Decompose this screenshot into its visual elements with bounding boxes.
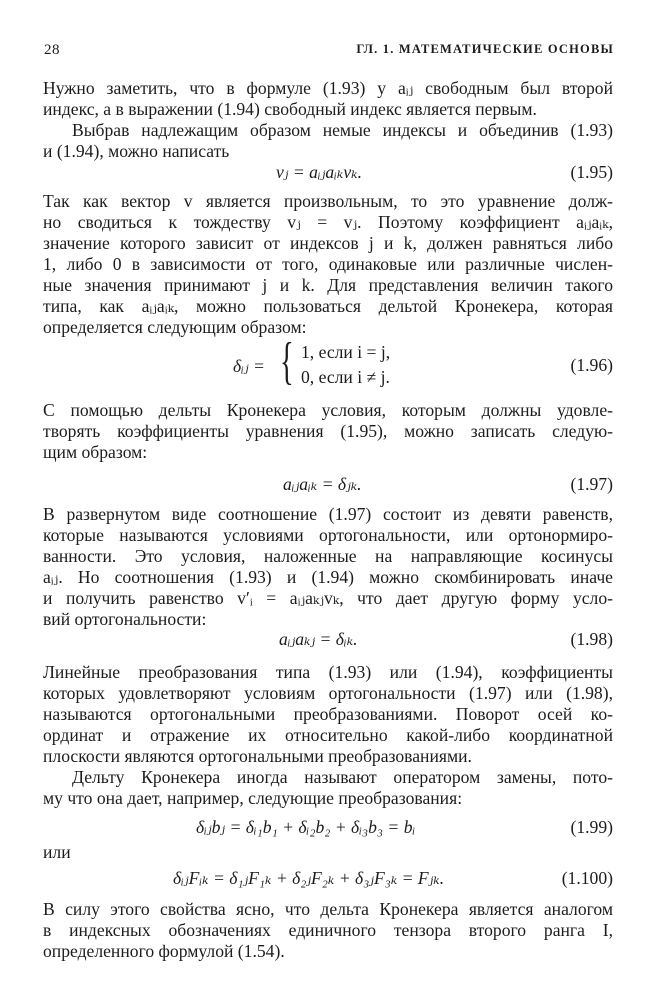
text-line: aᵢⱼ. Но соотношения (1.93) и (1.94) можно скомбинировать иначе — [43, 567, 613, 587]
text-line: ные значения принимают j и k. Для представления величин такого — [43, 275, 613, 295]
equation-number: (1.97) — [570, 474, 613, 494]
text-line: или — [43, 842, 71, 862]
equation-formula: aᵢⱼaₖⱼ = δᵢₖ. — [279, 629, 358, 649]
text-line: типа, как aᵢⱼaᵢₖ, можно пользоваться дельтой Кронекера, которая — [43, 296, 613, 316]
text-line: Так как вектор v является произвольным, то это уравнение долж- — [43, 191, 613, 211]
text-line: В силу этого свойства ясно, что дельта Кронекера является аналогом — [43, 899, 613, 919]
equation-number: (1.98) — [570, 629, 613, 649]
text-line: ванности. Это условия, наложенные на направляющие косинусы — [43, 546, 613, 566]
equation-number: (1.99) — [570, 817, 613, 837]
text-line: щим образом: — [43, 442, 148, 462]
text-line: ординат и отражение их относительно какой-либо координатной — [43, 725, 613, 745]
equation-1-98 — [43, 627, 613, 651]
text-line: Линейные преобразования типа (1.93) или (1.94), коэффициенты — [43, 662, 613, 682]
text-line: творять коэффициенты уравнения (1.95), можно записать следую- — [43, 421, 613, 441]
equation-1-97 — [43, 472, 613, 496]
text-line: определенного формулой (1.54). — [43, 941, 285, 961]
text-line: Нужно заметить, что в формуле (1.93) у aᵢⱼ свободным был второй — [43, 78, 613, 98]
text-line: индекс, а в выражении (1.94) свободный индекс является первым. — [43, 99, 537, 119]
text-line: которых удовлетворяют условиям ортогональности (1.97) или (1.98), — [43, 683, 613, 703]
text-line: значение которого зависит от индексов j и k, должен равняться либо — [43, 233, 613, 253]
equation-1-96 — [43, 333, 613, 390]
curly-brace: { — [280, 333, 294, 390]
equation-1-99 — [43, 815, 613, 839]
text-line: Дельту Кронекера иногда называют оператором замены, пото- — [72, 767, 613, 787]
text-line: В развернутом виде соотношение (1.97) состоит из девяти равенств, — [43, 504, 613, 524]
text-line: определяется следующим образом: — [43, 317, 307, 337]
text-line: плоскости являются ортогональными преобразованиями. — [43, 746, 472, 766]
text-line: вий ортогональности: — [43, 609, 207, 629]
equation-1-100 — [43, 866, 613, 890]
text-line: Выбрав надлежащим образом немые индексы и объединив (1.93) — [72, 120, 613, 140]
text-line: 1, либо 0 в зависимости от того, одинаковые или различные числен- — [43, 254, 613, 274]
running-title: ГЛ. 1. МАТЕМАТИЧЕСКИЕ ОСНОВЫ — [356, 42, 614, 56]
equation-number: (1.96) — [570, 355, 613, 375]
text-line: С помощью дельты Кронекера условия, которым должны удовле- — [43, 400, 613, 420]
page-number: 28 — [44, 42, 60, 58]
equation-case: 0, если i ≠ j. — [301, 367, 390, 387]
equation-formula: vⱼ = aᵢⱼaᵢₖvₖ. — [276, 162, 362, 182]
text-line: но сводиться к тождеству vⱼ = vⱼ. Поэтому коэффициент aᵢⱼaᵢₖ, — [43, 212, 613, 232]
equation-lhs: δᵢⱼ = — [233, 356, 265, 376]
equation-1-95 — [43, 160, 613, 184]
text-line: которые называются условиями ортогональности, или ортонормиро- — [43, 525, 613, 545]
equation-case: 1, если i = j, — [301, 342, 391, 362]
page-header — [44, 42, 614, 62]
text-line: и получить равенство v′ᵢ = aᵢⱼaₖⱼvₖ, что дает другую форму усло- — [43, 588, 613, 608]
text-line: му что она дает, например, следующие преобразования: — [43, 788, 463, 808]
text-line: и (1.94), можно написать — [43, 141, 230, 161]
equation-formula: δᵢⱼFᵢₖ = δ₁ⱼF₁ₖ + δ₂ⱼF₂ₖ + δ₃ⱼF₃ₖ = Fⱼₖ. — [173, 868, 445, 888]
equation-number: (1.95) — [570, 162, 613, 182]
equation-formula: aᵢⱼaᵢₖ = δⱼₖ. — [283, 474, 362, 494]
equation-formula: δᵢⱼbⱼ = δᵢ₁b₁ + δᵢ₂b₂ + δᵢ₃b₃ = bᵢ — [196, 817, 416, 837]
text-line: в индексных обозначениях единичного тензора второго ранга I, — [43, 920, 613, 940]
equation-number: (1.100) — [561, 868, 613, 888]
text-line: называются ортогональными преобразованиями. Поворот осей ко- — [43, 704, 613, 724]
